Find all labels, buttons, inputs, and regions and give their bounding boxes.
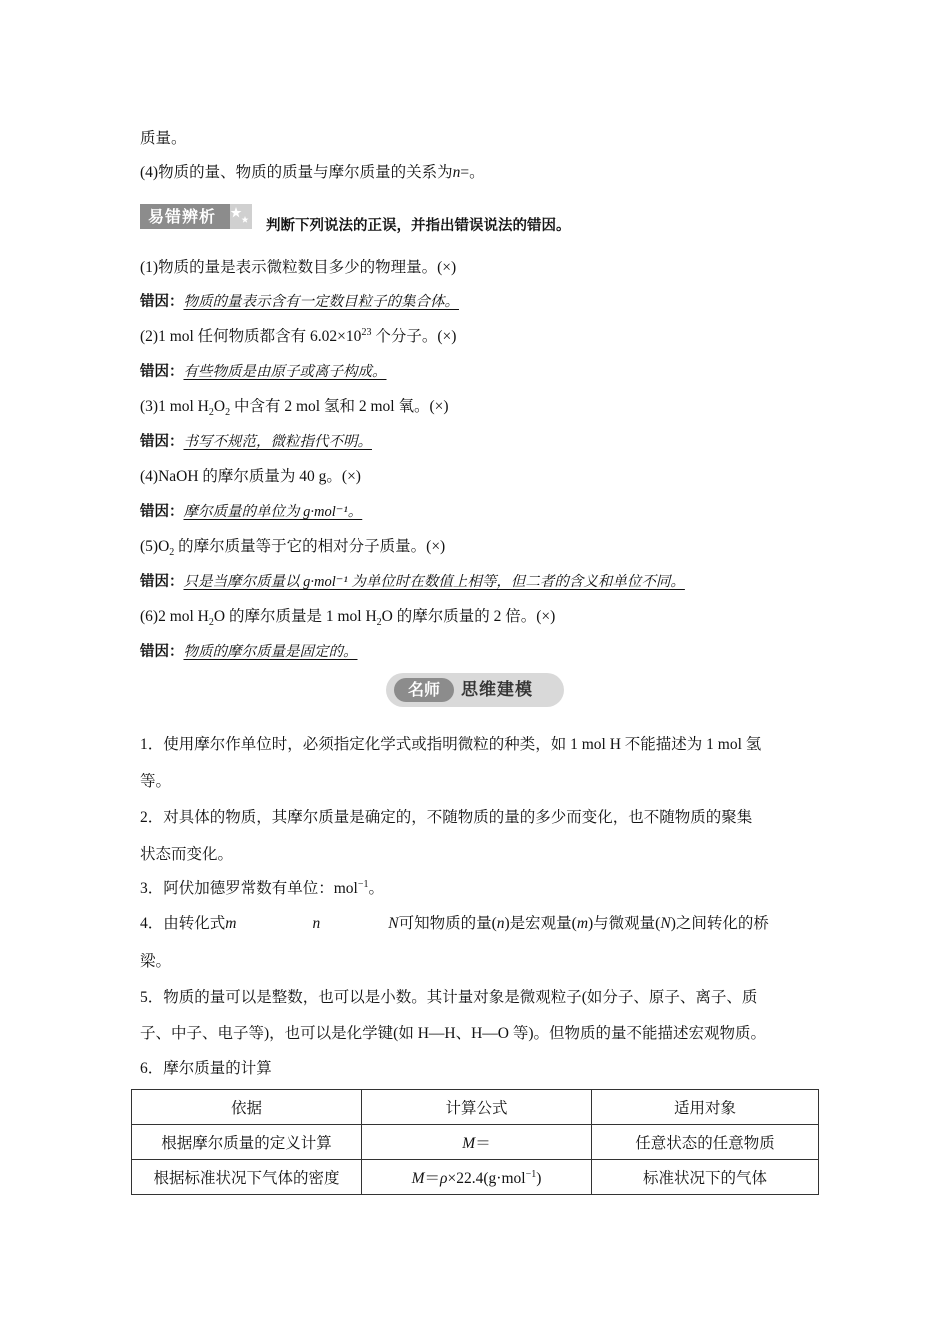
- text-line: 质量。: [140, 130, 187, 147]
- table-header: 计算公式: [362, 1090, 592, 1125]
- error-reason-3: 书写不规范，微粒指代不明。: [183, 434, 372, 450]
- point-1-cont: 等。: [140, 773, 172, 790]
- table-cell: 根据摩尔质量的定义计算: [132, 1125, 362, 1160]
- point-2: 2．对具体的物质，其摩尔质量是确定的，不随物质的量的多少而变化，也不随物质的聚集: [140, 809, 753, 826]
- point-4-cont: 梁。: [140, 953, 172, 970]
- statement-6: (6)2 mol $H_2O$ 的摩尔质量是 1 mol $H_2O$ 的摩尔质量的 2 倍。(×): [140, 608, 556, 629]
- error-reason-1: 物质的量表示含有一定数目粒子的集合体。: [183, 294, 459, 310]
- point-2-cont: 状态而变化。: [140, 846, 234, 863]
- point-5-cont: 子、中子、电子等)，也可以是化学键(如 H—H、H—O 等)。但物质的量不能描述宏观物质。: [140, 1025, 767, 1042]
- instruction: 判断下列说法的正误，并指出错误说法的错因。: [266, 218, 571, 234]
- table-header: 依据: [132, 1090, 362, 1125]
- error-label: 错因：: [140, 574, 184, 590]
- var-n: n: [312, 915, 321, 932]
- error-label: 错因：: [140, 364, 184, 380]
- table-header: 适用对象: [592, 1090, 819, 1125]
- table-row: [132, 1125, 819, 1160]
- statement-3: (3)1 mol $H_2O_2$ 中含有 2 mol 氢和 2 mol 氧。(×): [140, 398, 449, 419]
- molar-mass-table: [131, 1089, 819, 1195]
- error-row-6: [140, 642, 358, 662]
- relation-prefix: (4)物质的量、物质的质量与摩尔质量的关系为: [140, 164, 453, 181]
- table-cell: M＝ρ×22.4(g·mol$^{-1}$): [362, 1160, 592, 1195]
- error-label: 错因：: [140, 644, 184, 660]
- relation-line: [140, 163, 485, 183]
- error-label: 错因：: [140, 294, 184, 310]
- error-row-4: [140, 502, 362, 522]
- point-4-prefix: 4．由转化式: [140, 915, 226, 932]
- table-header-row: [132, 1090, 819, 1125]
- var-m: m: [225, 915, 237, 932]
- table-cell: M＝: [362, 1125, 592, 1160]
- table-row: [132, 1160, 819, 1195]
- error-row-2: [140, 362, 387, 382]
- banner-title: 思维建模: [461, 680, 533, 700]
- banner-pill: 名师: [394, 678, 454, 702]
- point-6: 6．摩尔质量的计算: [140, 1060, 272, 1077]
- section-banner: [386, 673, 564, 707]
- error-reason-2: 有些物质是由原子或离子构成。: [183, 364, 387, 380]
- table-cell: 根据标准状况下气体的密度: [132, 1160, 362, 1195]
- statement-2: (2)1 mol 任何物质都含有 $6.02\times 10^{23}$ 个分子。(×): [140, 326, 457, 345]
- point-4-suffix: 可知物质的量(n)是宏观量(m)与微观量(N)之间转化的桥: [398, 915, 769, 932]
- var-N: N: [388, 915, 399, 932]
- error-row-1: [140, 292, 459, 312]
- error-reason-6: 物质的摩尔质量是固定的。: [183, 644, 358, 660]
- statement-5: $(5)O_2$ 的摩尔质量等于它的相对分子质量。(×): [140, 538, 446, 559]
- statement-4: (4)NaOH 的摩尔质量为 40 g。(×): [140, 468, 361, 485]
- point-5: 5．物质的量可以是整数，也可以是小数。其计量对象是微观粒子(如分子、原子、离子、质: [140, 989, 758, 1006]
- error-row-5: [140, 572, 685, 592]
- error-reason-4: 摩尔质量的单位为 g·mol⁻¹。: [183, 504, 363, 520]
- table-cell: 标准状况下的气体: [592, 1160, 819, 1195]
- relation-suffix: =。: [460, 164, 485, 181]
- statement-1: (1)物质的量是表示微粒数目多少的物理量。(×): [140, 259, 457, 276]
- error-label: 错因：: [140, 504, 184, 520]
- point-1: 1．使用摩尔作单位时，必须指定化学式或指明微粒的种类，如 1 mol H 不能描述为 1 mol 氢: [140, 736, 762, 753]
- point-4: [140, 914, 769, 934]
- section-badge: 易错辨析: [140, 204, 230, 229]
- var-n: n: [452, 164, 461, 181]
- star-icon: [230, 204, 252, 229]
- error-row-3: [140, 432, 372, 452]
- error-reason-5: 只是当摩尔质量以 g·mol⁻¹ 为单位时在数值上相等，但二者的含义和单位不同。: [183, 574, 685, 590]
- table-cell: 任意状态的任意物质: [592, 1125, 819, 1160]
- point-3: 3．阿伏加德罗常数有单位：mol$^{-1}$。: [140, 878, 385, 897]
- error-label: 错因：: [140, 434, 184, 450]
